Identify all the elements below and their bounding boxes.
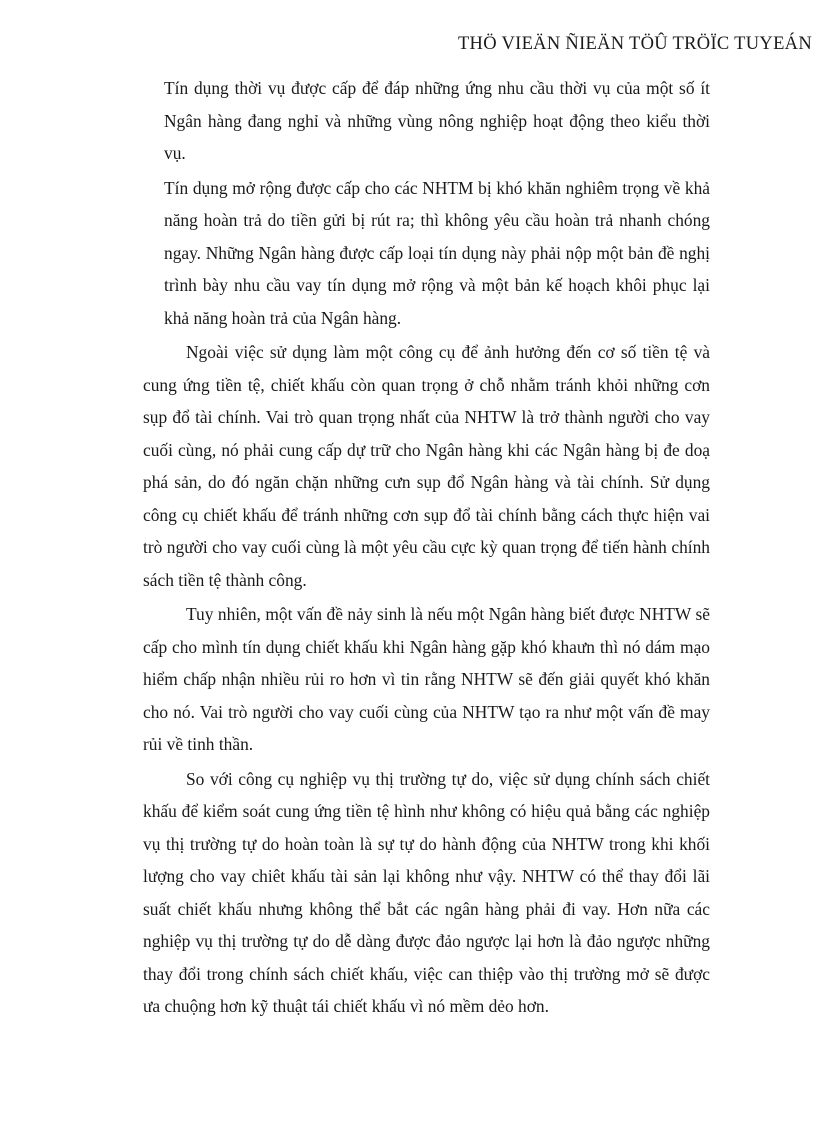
document-body: [143, 72, 710, 1025]
paragraph-seasonal-credit: Tín dụng thời vụ được cấp để đáp những ứng nhu cầu thời vụ của một số ít Ngân hàng đang nghỉ và những vùng nông nghiệp hoạt động theo kiểu thời vụ.: [164, 78, 710, 163]
paragraph-moral-hazard: Tuy nhiên, một vấn đề nảy sinh là nếu một Ngân hàng biết được NHTW sẽ cấp cho mình tín dụng chiết khấu khi Ngân hàng gặp khó khaưn thì nó dám mạo hiểm chấp nhận nhiều rủi ro hơn vì tin rằng NHTW sẽ đến giải quyết khó khăn cho nó. Vai trò người cho vay cuối cùng của NHTW tạo ra như một vấn đề may rủi về tinh thần.: [143, 604, 710, 754]
paragraph-discount-role: Ngoài việc sử dụng làm một công cụ để ảnh hưởng đến cơ số tiền tệ và cung ứng tiền tệ, chiết khấu còn quan trọng ở chỗ nhằm tránh khỏi những cơn sụp đổ tài chính. Vai trò quan trọng nhất của NHTW là trở thành người cho vay cuối cùng, nó phải cung cấp dự trữ cho Ngân hàng khi các Ngân hàng bị đe doạ phá sản, do đó ngăn chặn những cưn sụp đổ Ngân hàng và tài chính. Sử dụng công cụ chiết khấu để tránh những cơn sụp đổ tài chính bằng cách thực hiện vai trò người cho vay cuối cùng là một yêu cầu cực kỳ quan trọng để tiến hành chính sách tiền tệ thành công.: [143, 342, 710, 590]
paragraph-extended-credit: Tín dụng mở rộng được cấp cho các NHTM bị khó khăn nghiêm trọng về khả năng hoàn trả do tiền gửi bị rút ra; thì không yêu cầu hoàn trả nhanh chóng ngay. Những Ngân hàng được cấp loại tín dụng này phải nộp một bản đề nghị trình bày nhu cầu vay tín dụng mở rộng và một bản kế hoạch khôi phục lại khả năng hoàn trả của Ngân hàng.: [164, 177, 710, 328]
page-header: THÖ VIEÄN ÑIEÄN TÖÛ TRÖÏC TUYEÁN: [457, 34, 812, 54]
paragraph-comparison: So với công cụ nghiệp vụ thị trường tự do, việc sử dụng chính sách chiết khấu để kiểm soát cung ứng tiền tệ hình như không có hiệu quả bằng các nghiệp vụ thị trường tự do hoàn toàn là sự tự do hành động của NHTW trong khi khối lượng cho vay chiêt khấu tài sản lại không như vậy. NHTW có thể thay đổi lãi suất chiết khấu nhưng không thể bắt các ngân hàng phải đi vay. Hơn nữa các nghiệp vụ thị trường tự do dễ dàng được đảo ngược lại hơn là đảo ngược những thay đổi trong chính sách chiết khấu, việc can thiệp vào thị trường mở sẽ được ưa chuộng hơn kỹ thuật tái chiết khấu vì nó mềm dẻo hơn.: [143, 768, 710, 1016]
